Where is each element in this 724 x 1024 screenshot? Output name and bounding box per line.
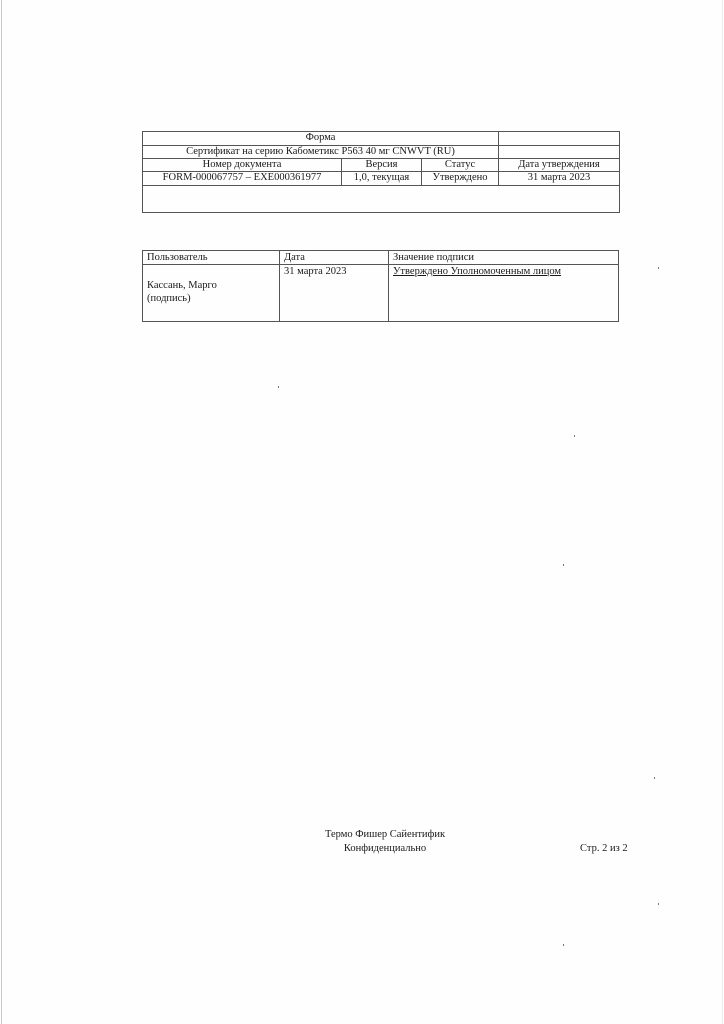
- signature-date: 31 марта 2023: [280, 265, 389, 321]
- col-version: Версия: [342, 159, 422, 171]
- scan-speck: [574, 435, 575, 437]
- scan-speck: [654, 777, 655, 779]
- form-title-empty-cell: [499, 146, 619, 158]
- footer-page-number: Стр. 2 из 2: [580, 843, 628, 854]
- scan-speck: [658, 903, 659, 905]
- signature-meaning: Утверждено Уполномоченным лицом: [393, 266, 562, 277]
- form-title-row: [143, 146, 619, 159]
- form-label-empty-cell: [499, 132, 619, 145]
- col-status: Статус: [422, 159, 499, 171]
- status-value: Утверждено: [422, 172, 499, 185]
- signer-cell: [143, 265, 280, 321]
- page-edge-right: [722, 0, 723, 1024]
- footer-company: Термо Фишер Сайентифик: [324, 829, 446, 840]
- form-info-table: [142, 131, 620, 213]
- form-empty-row: [143, 186, 619, 212]
- signature-row: [143, 265, 618, 321]
- doc-number-value: FORM-000067757 – EXE000361977: [143, 172, 342, 185]
- form-title: Сертификат на серию Кабометикс Р563 40 мг CNWVT (RU): [143, 146, 499, 158]
- approval-date-value: 31 марта 2023: [527, 172, 591, 183]
- col-approval-date: Дата утверждения: [518, 159, 600, 170]
- form-columns-row: [143, 159, 619, 172]
- col-date: Дата: [280, 251, 389, 264]
- col-meaning: Значение подписи: [393, 252, 475, 263]
- version-value: 1,0, текущая: [342, 172, 422, 185]
- col-user: Пользователь: [143, 251, 280, 264]
- form-label: Форма: [143, 132, 499, 145]
- signature-header-row: [143, 251, 618, 265]
- footer-confidential: Конфиденциально: [343, 843, 427, 854]
- form-label-row: [143, 132, 619, 146]
- page-edge-left: [1, 0, 2, 1024]
- signature-table: [142, 250, 619, 322]
- scan-speck: [563, 564, 564, 566]
- signer-name: Кассань, Марго: [147, 280, 217, 291]
- scan-speck: [563, 944, 564, 946]
- col-doc-number: Номер документа: [143, 159, 342, 171]
- scan-speck: [658, 267, 659, 269]
- scan-speck: [278, 386, 279, 388]
- form-values-row: [143, 172, 619, 186]
- signer-note: (подпись): [147, 293, 191, 304]
